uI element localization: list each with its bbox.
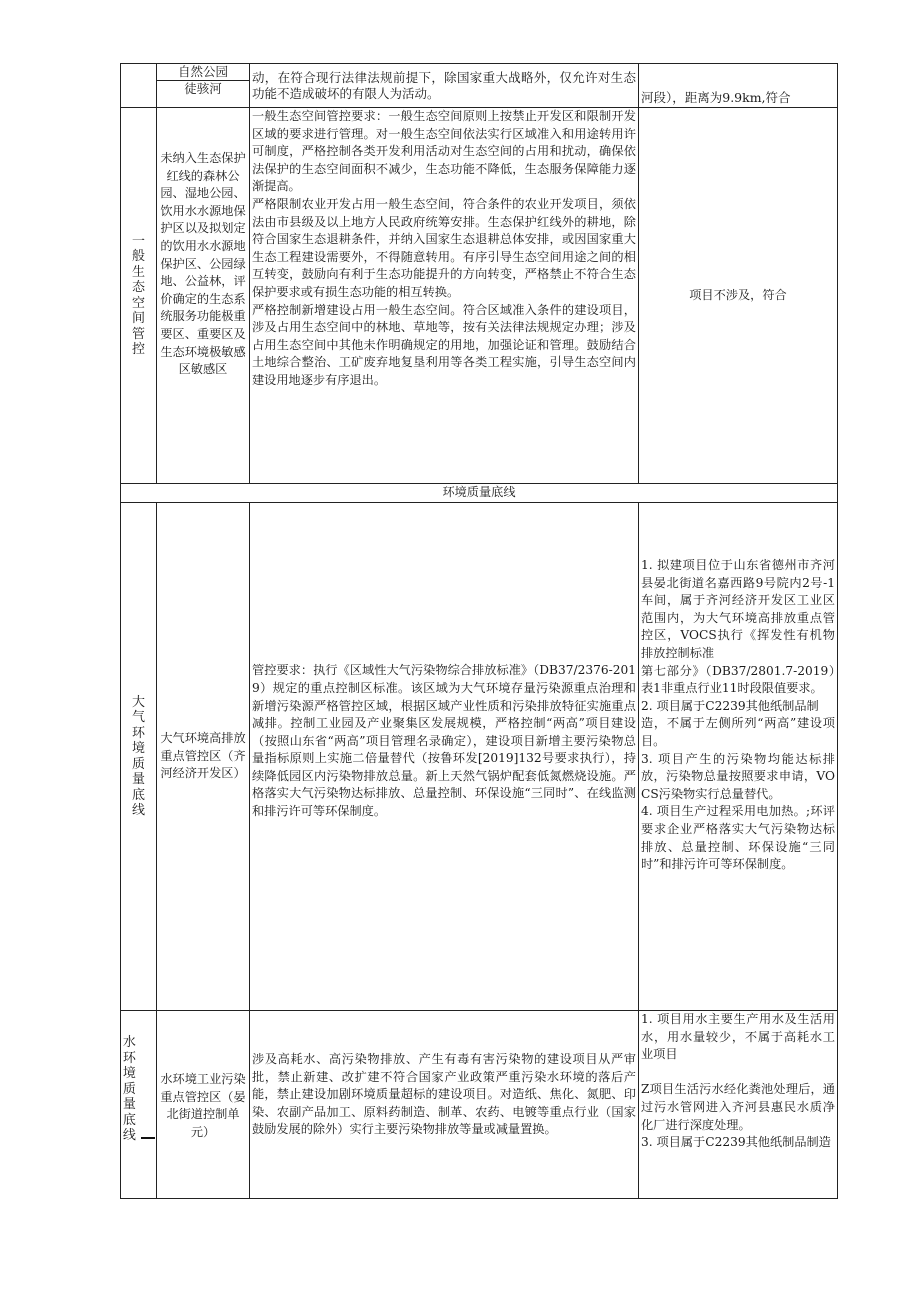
table-row (121, 108, 838, 484)
compliance-table (120, 63, 838, 1199)
section-header-row (121, 484, 838, 503)
zone-cell: 水环境工业污染重点管控区（晏北街道控制单元） (157, 1011, 250, 1199)
requirement-cell: 一般生态空间管控要求：一般生态空间原则上按禁止开发区和限制开发区域的要求进行管理。对一般生态空间依法实行区域准入和用途转用许可制度，严格控制各类开发利用活动对生态空间的占用和扰动，确保依法保护的生态空间面积不减少，生态功能不降低，生态服务保障能力逐渐提高。 严格限制农业开发占用一般生态空间，符合条件的农业开发项目，须依法由市县级及以上地方人民政府统筹安排。生态保护红线外的耕地，除符合国家生态退耕条件，并纳入国家生态退耕总体安排，或因国家重大生态工程建设需要外，不得随意转用。有序引导生态空间用途之间的相互转变，鼓励向有利于生态功能提升的方向转变，严格禁止不符合生态保护要求或有损生态功能的相互转换。 严格控制新增建设占用一般生态空间。符合区域准入条件的建设项目，涉及占用生态空间中的林地、草地等，按有关法律法规规定办理；涉及占用生态空间中其他未作明确规定的用地，加强论证和管理。鼓励结合土地综合整治、工矿废弃地复垦利用等各类工程实施，引导生态空间内建设用地逐步有序退出。 (250, 108, 639, 484)
requirement-cell: 管控要求：执行《区域性大气污染物综合排放标准》（DB37/2376-2019）规定的重点控制区标准。该区域为大气环境存量污染源重点治理和新增污染源严格管控区域，根据区域产业性质和污染排放特征实施重点减排。控制工业园及产业聚集区发展规模，严格控制“两高”项目建设（按照山东省“两高”项目管理名录确定），建设项目新增主要污染物总量指标原则上实施二倍量替代（按鲁环发[2019]132号要求执行），持续降低园区内污染物排放总量。新上天然气锅炉配套低氮燃烧设施。严格落实大气污染物达标排放、总量控制、环保设施“三同时”、在线监测和排污许可等环保制度。 (250, 503, 639, 1011)
category-cell (121, 108, 157, 484)
requirement-cell: 涉及高耗水、高污染物排放、产生有毒有害污染物的建设项目从严审批，禁止新建、改扩建不符合国家产业政策严重污染水环境的落后产能，禁止建设加剧环境质量超标的建设项目。对造纸、焦化、氮肥、印染、农副产品加工、原料药制造、制革、农药、电镀等重点行业（国家鼓励发展的除外）实行主要污染物排放等量或减量置换。 (250, 1011, 639, 1199)
table-row (121, 1011, 838, 1199)
result-cell: 1. 拟建项目位于山东省德州市齐河县晏北街道名嘉西路9号院内2号-1车间，属于齐河经济开发区工业区范围内，为大气环境高排放重点管控区，VOCS执行《挥发性有机物排放控制标准 第七部分》（DB37/2801.7-2019）表1非重点行业11时段限值要求。 2. 项目属于C2239其他纸制品制 造，不属于左侧所列“两高”建设项目。 3. 项目产生的污染物均能达标排放，污染物总量按照要求申请，VOCS污染物实行总量替代。 4. 项目生产过程采用电加热。;环评要求企业严格落实大气污染物达标排放、总量控制、环保设施“三同时”和排污许可等环保制度。 (639, 503, 838, 1011)
category-label: 一般生态空间管控 (131, 233, 145, 357)
zone-cell: 未纳入生态保护红线的森林公园、湿地公园、饮用水水源地保护区以及拟划定的饮用水水源地保护区、公园绿地、公益林，评价确定的生态系统服务功能极重要区、重要区及生态环境极敏感区敏感区 (157, 108, 250, 484)
result-cell: 1. 项目用水主要生产用水及生活用水，用水量较少，不属于高耗水工业项目 Z项目生活污水经化粪池处理后，通过污水管网进入齐河县惠民水质净化厂进行深度处理。 3. 项目属于C2239其他纸制品制造 (639, 1011, 838, 1199)
result-cell: 项目不涉及，符合 (639, 108, 838, 484)
category-label: 大气环境质量底线 (131, 694, 145, 818)
category-label: 水环境质量底线 (122, 1035, 136, 1143)
table-row (121, 64, 838, 108)
dash-mark (141, 1137, 155, 1139)
category-cell (121, 64, 157, 108)
zone-name: 徒骇河 (157, 80, 249, 97)
zone-cell (157, 64, 250, 108)
category-cell (121, 503, 157, 1011)
result-cell: 河段），距离为9.9km,符合 (639, 64, 838, 108)
section-header: 环境质量底线 (121, 484, 838, 503)
category-cell (121, 1011, 157, 1199)
requirement-cell: 动，在符合现行法律法规前提下，除国家重大战略外，仅允许对生态功能不造成破坏的有限人为活动。 (250, 64, 639, 108)
zone-name: 自然公园 (177, 64, 228, 79)
zone-cell: 大气环境高排放重点管控区（齐河经济开发区） (157, 503, 250, 1011)
table-row (121, 503, 838, 1011)
